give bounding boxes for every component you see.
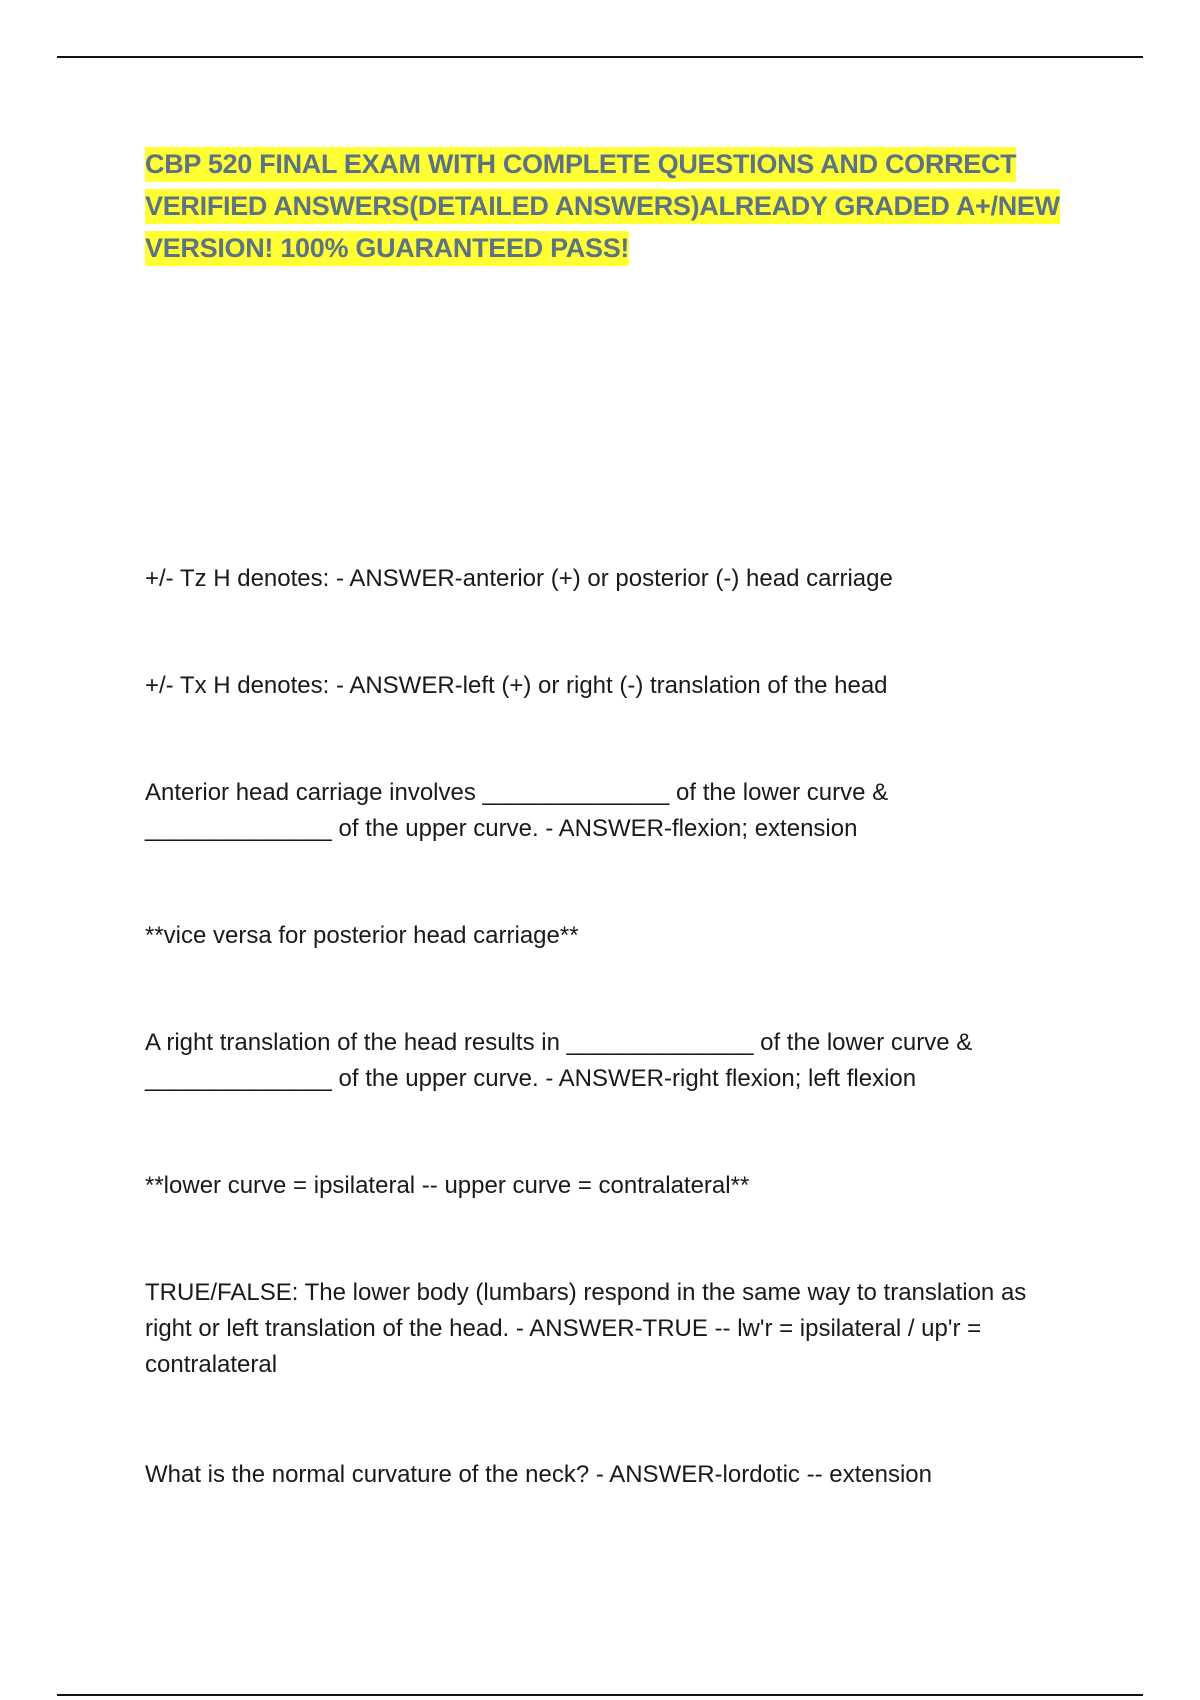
qa-entry-7: TRUE/FALSE: The lower body (lumbars) respond in the same way to translation as right or left translation of the head. - ANSWER-TRUE -- lw'r = ipsilateral / up'r = contralateral xyxy=(145,1279,1027,1378)
title-highlight: CBP 520 FINAL EXAM WITH COMPLETE QUESTIONS AND CORRECT VERIFIED ANSWERS(DETAILED ANSWERS)ALREADY GRADED A+/NEW VERSION! 100% GUARANTEED PASS! xyxy=(145,147,1060,266)
top-divider xyxy=(57,56,1143,58)
qa-entry-2: +/- Tx H denotes: - ANSWER-left (+) or right (-) translation of the head xyxy=(145,672,888,699)
qa-entry-3: Anterior head carriage involves ______________ of the lower curve & ______________ of the upper curve. - ANSWER-flexion; extension xyxy=(145,779,889,842)
qa-entry-1: +/- Tz H denotes: - ANSWER-anterior (+) or posterior (-) head carriage xyxy=(145,565,893,592)
qa-entry-4: **vice versa for posterior head carriage** xyxy=(145,922,579,949)
qa-entry-8: What is the normal curvature of the neck? - ANSWER-lordotic -- extension xyxy=(145,1461,932,1488)
qa-entry-5: A right translation of the head results in ______________ of the lower curve & ______________ of the upper curve. - ANSWER-right flexion; left flexion xyxy=(145,1029,973,1092)
document-title xyxy=(145,143,1085,269)
bottom-divider xyxy=(57,1694,1143,1696)
qa-entry-6: **lower curve = ipsilateral -- upper curve = contralateral** xyxy=(145,1172,750,1199)
